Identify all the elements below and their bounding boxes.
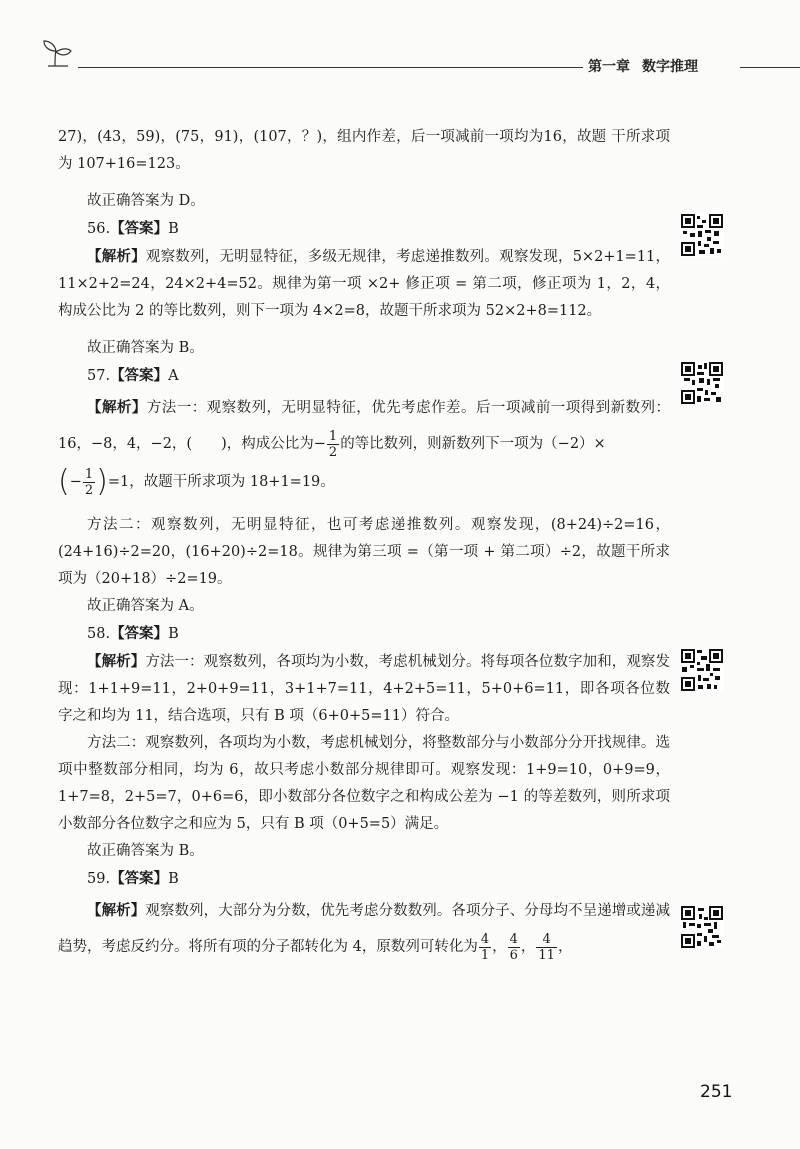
qr-code-icon (680, 361, 724, 405)
fraction (327, 429, 339, 460)
analysis-58-method-2: 方法二：观察数列，各项均为小数，考虑机械划分，将整数部分与小数部分分开找规律。选项中整数部分相同，均为 6，故只考虑小数部分规律即可。观察发现：1+9=10，0+9=9，1+7=8，2+5=7，0+6=6，即小数部分各位数字之和构成公差为 −1 的等差数列，则所求项小数部分各位数字之和应为 5，只有 B 项（0+5=5）满足。 (58, 735, 670, 832)
analysis-56 (58, 243, 670, 325)
answer-tag: 【答案】 (110, 367, 169, 384)
answer-value: B (168, 871, 179, 887)
text-line: 干所求项为 107+16=123。 (58, 129, 671, 172)
answer-tag: 【答案】 (110, 870, 169, 887)
analysis-text: 观察数列，大部分为分数，优先考虑分数数列。各项分子、分母均不呈递增或递减趋势，考虑反约分。将所有项的分子都转化为 4，原数列可转化为 (58, 903, 671, 955)
page-header (0, 0, 800, 80)
right-paren: ) (96, 464, 108, 499)
fraction-numerator: 1 (328, 428, 338, 444)
analysis-text: 方法一：观察数列，各项均为小数，考虑机械划分。将每项各位数字加和，观察发现：1+1+9=11，2+0+9=11，3+1+7=11，4+2+5=11，5+0+6=11，即各项各位数字之和均为 11，结合选项，只有 B 项（6+0+5=11）符合。 (58, 654, 671, 724)
analysis-tag: 【解析】 (87, 248, 146, 265)
answer-tag: 【答案】 (110, 625, 169, 642)
fraction-denominator: 2 (84, 482, 94, 498)
chapter-title: 数字推理 (642, 59, 698, 75)
chapter-heading (588, 56, 710, 76)
fraction-denominator: 2 (328, 444, 338, 460)
analysis-text: 观察数列，无明显特征，多级无规律，考虑递推数列。观察发现，5×2+1=11，11×2+2=24，24×2+4=52。规律为第一项 ×2+ 修正项 = 第二项，修正项为 1，2，4，构成公比为 2 的等比数列，则下一项为 4×2=8，故题干所求项为 52×2+8=112。 (58, 249, 670, 319)
analysis-57-method-2: 方法二：观察数列，无明显特征，也可考虑递推数列。观察发现，(8+24)÷2=16，(24+16)÷2=20，(16+20)÷2=18。规律为第三项 =（第一项 + 第二项）÷2，故题干所求项为（20+18）÷2=19。 (58, 517, 670, 587)
fraction-numerator: 4 (480, 931, 490, 947)
fraction-numerator: 4 (509, 931, 518, 947)
qr-code-icon (680, 905, 724, 949)
separator: ， (520, 939, 536, 955)
analysis-tag: 【解析】 (87, 902, 146, 919)
fraction-sign: − (313, 436, 326, 452)
fraction-denominator: 6 (509, 947, 518, 963)
answer-line-55: 故正确答案为 D。 (87, 193, 205, 209)
separator: ， (492, 939, 507, 955)
answer-line-58: 故正确答案为 B。 (87, 843, 204, 859)
answer-value: A (168, 368, 179, 384)
fraction (479, 932, 491, 963)
question-57-header (58, 362, 670, 390)
analysis-tag: 【解析】 (87, 399, 147, 416)
question-number: 56. (87, 221, 111, 237)
page-number: 251 (700, 1082, 733, 1102)
question-59-header (58, 865, 670, 893)
fraction-numerator: 4 (536, 932, 557, 948)
qr-code-icon (680, 213, 724, 257)
question-58-header (58, 620, 670, 648)
analysis-text: =1，故题干所求项为 18+1=19。 (107, 474, 335, 490)
sprout-icon (38, 36, 74, 72)
analysis-58-method-1 (58, 648, 670, 730)
analysis-text: 的等比数列，则新数列下一项为（−2）× (340, 436, 606, 452)
fraction-denominator: 1 (480, 947, 490, 963)
question-number: 59. (87, 871, 111, 887)
analysis-59 (58, 893, 670, 965)
answer-tag: 【答案】 (110, 220, 169, 237)
analysis-57-method-1-cont (58, 462, 670, 502)
fraction-sign: − (69, 474, 82, 490)
question-number: 58. (87, 626, 111, 642)
page-content (58, 124, 670, 965)
fraction (83, 467, 95, 498)
qr-code-icon (680, 648, 724, 692)
header-rule-tail (740, 67, 800, 68)
left-paren: ( (58, 464, 70, 499)
fraction-denominator: 11 (538, 947, 555, 963)
paragraph (58, 124, 670, 178)
analysis-tag: 【解析】 (87, 653, 146, 670)
answer-value: B (168, 221, 179, 237)
chapter-label: 第一章 (588, 59, 630, 75)
analysis-57-method-1 (58, 390, 670, 462)
answer-line-57: 故正确答案为 A。 (87, 598, 204, 614)
question-56-header (58, 215, 670, 243)
fraction (508, 932, 520, 963)
answer-value: B (168, 626, 179, 642)
answer-line-56: 故正确答案为 B。 (87, 340, 204, 356)
header-rule (78, 67, 583, 68)
fraction (536, 932, 557, 963)
separator: ， (557, 939, 573, 955)
fraction-numerator: 1 (84, 466, 94, 482)
analysis-text: 方法一：观察数列，无明显特征，优先考虑作差。后一项减前一项得到新数列：16，−8，4，−2，( )，构成公比为 (58, 400, 670, 452)
question-number: 57. (87, 368, 111, 384)
text-line: 27)，(43，59)，(75，91)，(107，？)，组内作差，后一项减前一项均为16，故题 (58, 129, 607, 145)
